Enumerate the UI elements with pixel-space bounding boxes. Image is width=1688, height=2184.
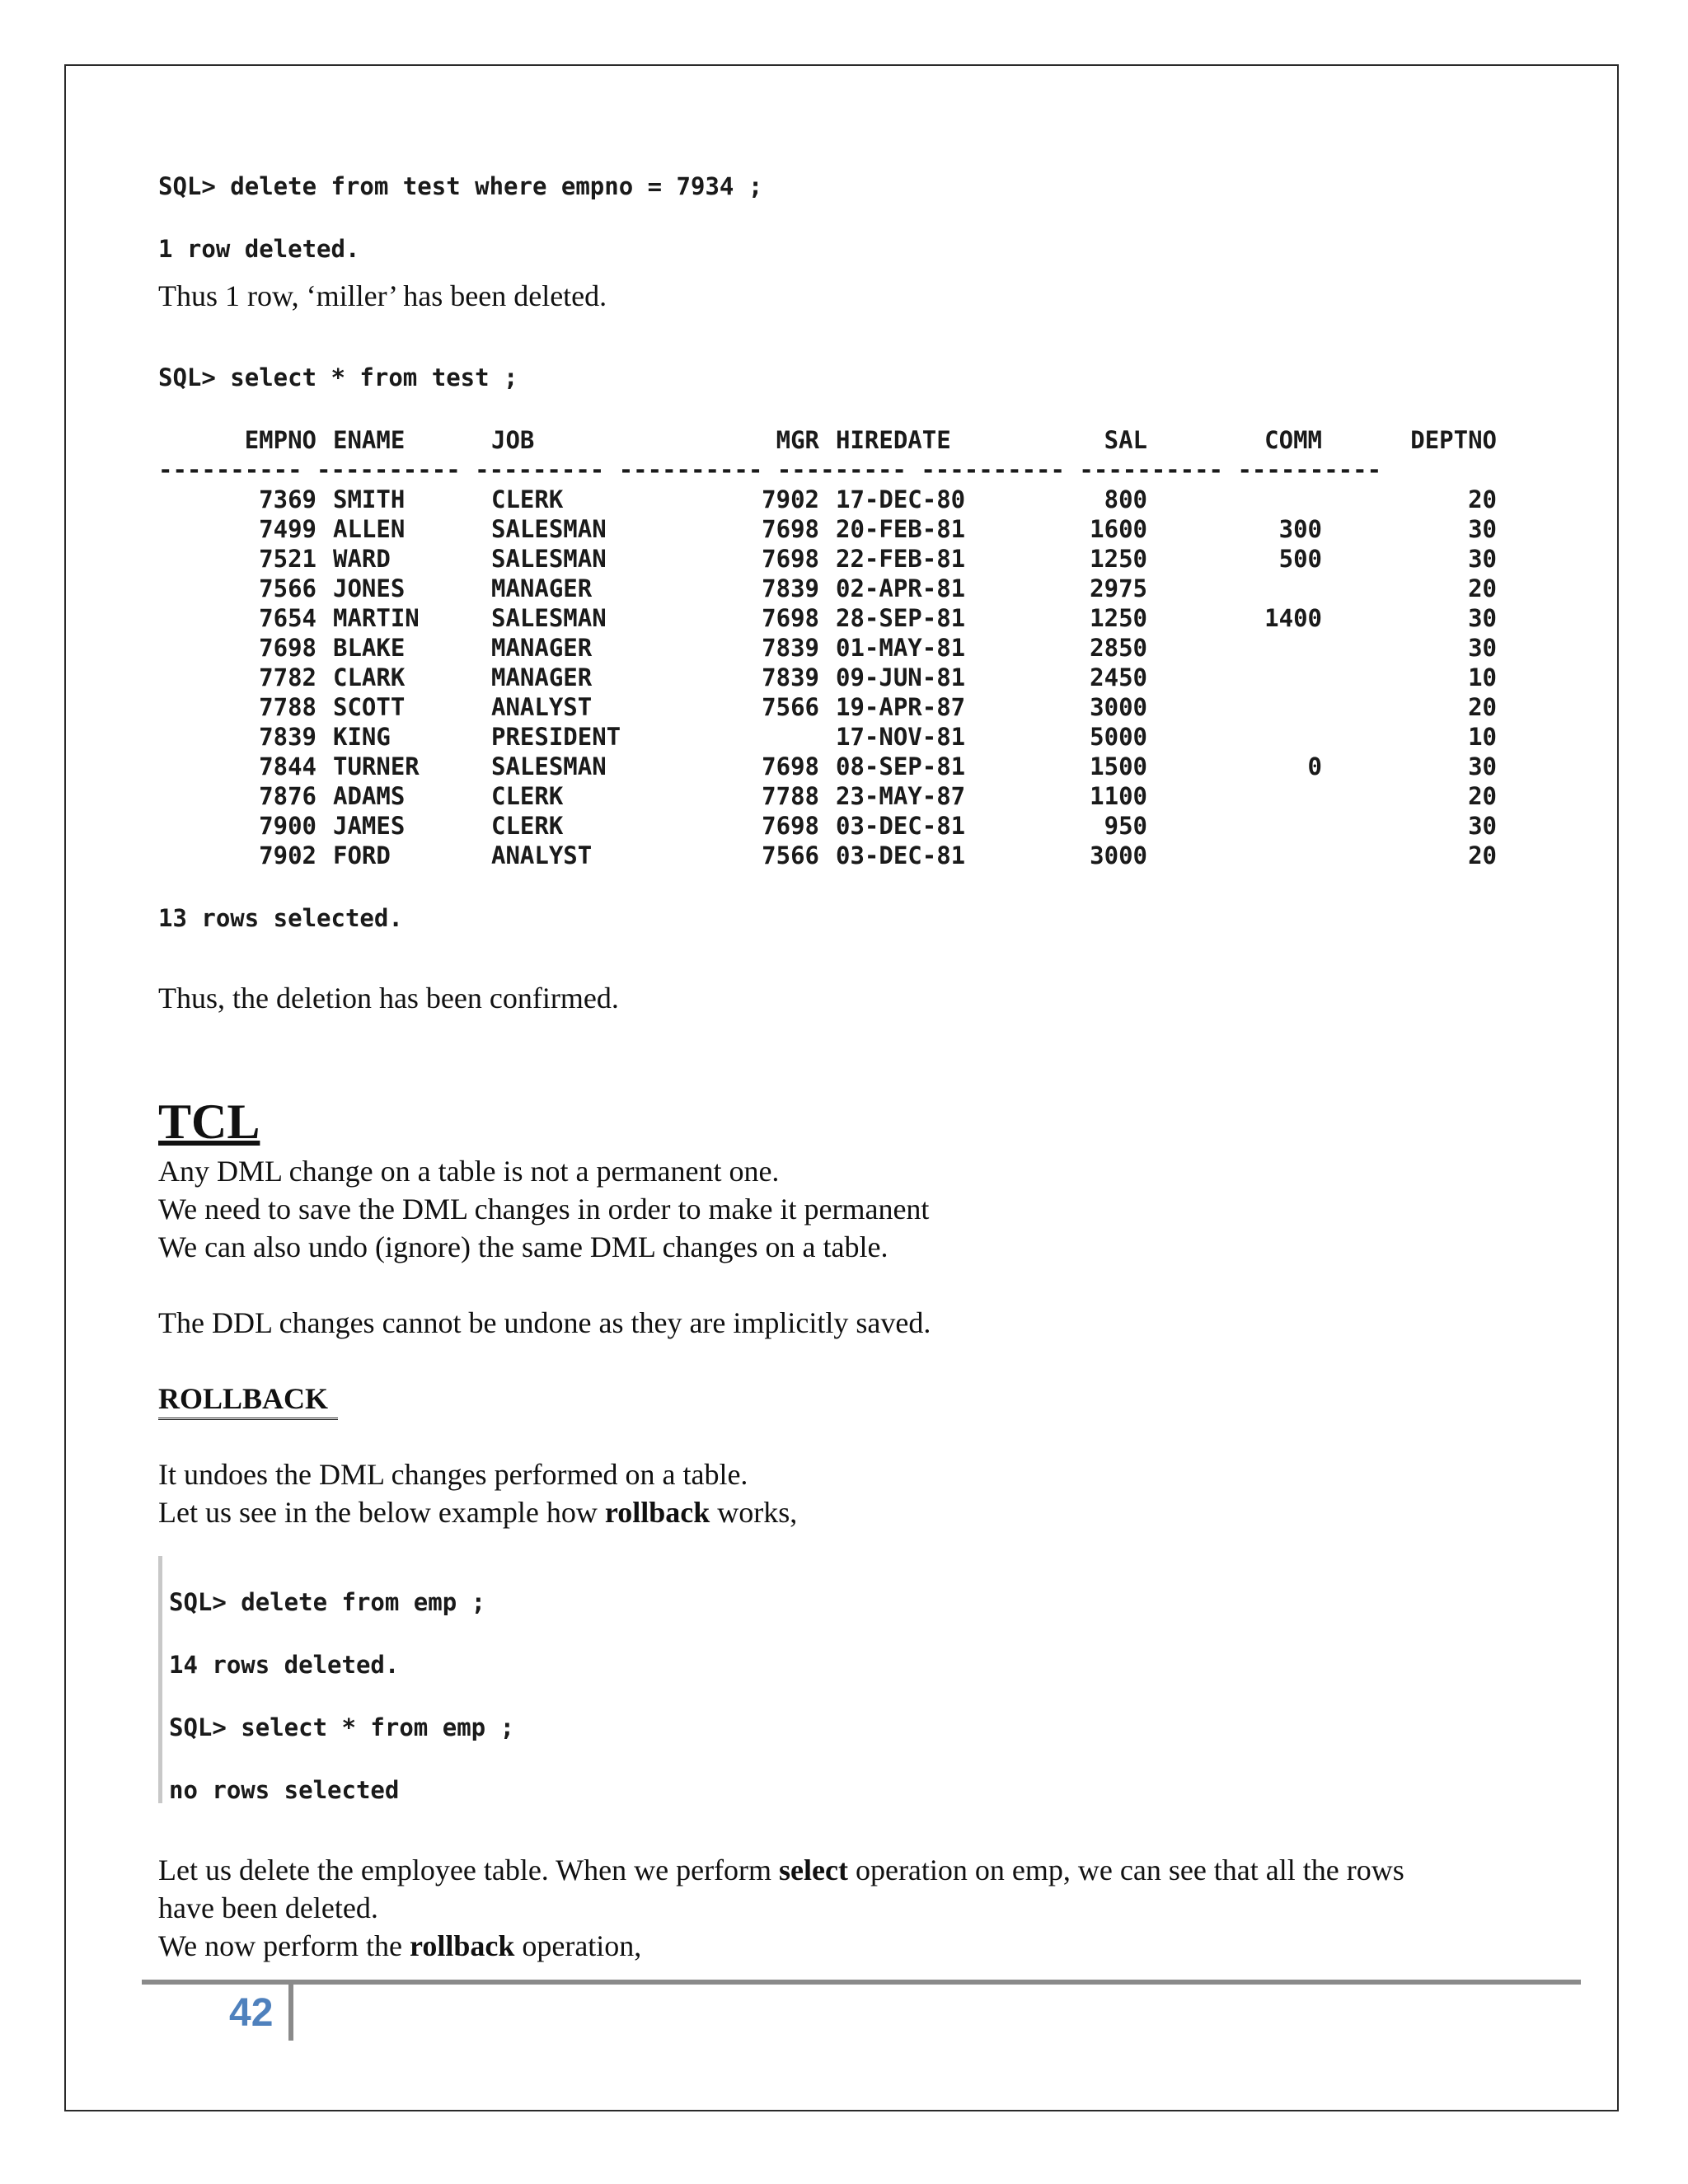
- rollback-example-intro: Let us see in the below example how rollback works,: [158, 1496, 798, 1529]
- table-row: [158, 603, 1497, 633]
- table-cell: TURNER: [333, 752, 420, 780]
- table-cell: 20-FEB-81: [836, 515, 966, 543]
- table-cell: 2975: [1090, 574, 1147, 602]
- table-cell: 7839: [762, 574, 819, 602]
- table-cell: 17-DEC-80: [836, 485, 966, 513]
- section-heading-rollback: ROLLBACK: [158, 1380, 338, 1420]
- table-row: [158, 841, 1497, 870]
- table-cell: 7566: [762, 693, 819, 721]
- table-cell: 3000: [1090, 693, 1147, 721]
- table-cell: 22-FEB-81: [836, 545, 966, 573]
- tcl-line: Any DML change on a table is not a permanent one.: [158, 1155, 780, 1188]
- table-cell: 950: [1104, 812, 1147, 840]
- paragraph-delete-employee-cont: have been deleted.: [158, 1891, 378, 1924]
- table-separator: ---------- ---------- --------- ---------- --------- ---------- ---------- ----------: [158, 456, 1382, 484]
- code-line: SQL> delete from emp ;: [169, 1588, 486, 1616]
- column-header: SAL: [1104, 426, 1147, 454]
- table-cell: 7698: [762, 545, 819, 573]
- tcl-line: We can also undo (ignore) the same DML changes on a table.: [158, 1230, 889, 1263]
- table-cell: 7698: [762, 752, 819, 780]
- column-header: MGR: [776, 426, 819, 454]
- table-cell: SALESMAN: [491, 604, 607, 632]
- code-line: 14 rows deleted.: [169, 1651, 400, 1679]
- table-cell: SMITH: [333, 485, 406, 513]
- table-cell: [1147, 692, 1322, 722]
- table-cell: 7566: [762, 841, 819, 869]
- table-cell: 09-JUN-81: [836, 663, 966, 691]
- paragraph-perform-rollback: We now perform the rollback operation,: [158, 1929, 642, 1962]
- section-heading-tcl: TCL: [158, 1094, 260, 1149]
- table-cell: 7788: [259, 693, 316, 721]
- table-cell: 30: [1468, 545, 1497, 573]
- table-cell: 7788: [762, 782, 819, 810]
- table-header-row: [158, 425, 1497, 455]
- table-cell: 7369: [259, 485, 316, 513]
- query-result-table: [158, 425, 1497, 870]
- table-cell: 20: [1468, 485, 1497, 513]
- table-cell: 1500: [1090, 752, 1147, 780]
- tcl-line: We need to save the DML changes in order to make it permanent: [158, 1193, 930, 1226]
- table-cell: 500: [1278, 545, 1322, 573]
- table-cell: SALESMAN: [491, 545, 607, 573]
- table-cell: 7902: [259, 841, 316, 869]
- table-cell: 08-SEP-81: [836, 752, 966, 780]
- table-cell: CLERK: [491, 782, 564, 810]
- table-cell: 7902: [762, 485, 819, 513]
- table-cell: [648, 722, 819, 752]
- ddl-note: The DDL changes cannot be undone as they are implicitly saved.: [158, 1306, 931, 1339]
- table-cell: 10: [1468, 723, 1497, 751]
- table-cell: [1147, 811, 1322, 841]
- table-cell: 23-MAY-87: [836, 782, 966, 810]
- column-header: DEPTNO: [1410, 426, 1497, 454]
- table-row: [158, 574, 1497, 603]
- table-cell: 03-DEC-81: [836, 841, 966, 869]
- table-cell: MANAGER: [491, 574, 593, 602]
- table-cell: ANALYST: [491, 841, 593, 869]
- table-cell: JAMES: [333, 812, 406, 840]
- table-cell: 2850: [1090, 634, 1147, 662]
- table-cell: SALESMAN: [491, 515, 607, 543]
- column-header: COMM: [1264, 426, 1322, 454]
- table-body: [158, 485, 1497, 870]
- table-cell: SALESMAN: [491, 752, 607, 780]
- table-cell: [1147, 633, 1322, 663]
- table-cell: 300: [1278, 515, 1322, 543]
- table-row: [158, 692, 1497, 722]
- table-cell: ANALYST: [491, 693, 593, 721]
- table-cell: 7698: [762, 812, 819, 840]
- table-cell: 20: [1468, 574, 1497, 602]
- table-cell: 2450: [1090, 663, 1147, 691]
- table-cell: 1400: [1264, 604, 1322, 632]
- table-cell: 30: [1468, 515, 1497, 543]
- table-cell: 20: [1468, 782, 1497, 810]
- table-cell: 7521: [259, 545, 316, 573]
- table-cell: [1147, 841, 1322, 870]
- table-cell: 1250: [1090, 604, 1147, 632]
- table-cell: MANAGER: [491, 634, 593, 662]
- table-row: [158, 544, 1497, 574]
- table-cell: [1147, 485, 1322, 514]
- table-row: [158, 752, 1497, 781]
- table-cell: 28-SEP-81: [836, 604, 966, 632]
- footer-rule: [142, 1980, 1581, 1985]
- rollback-code-block: [158, 1556, 735, 1803]
- table-cell: 7839: [762, 634, 819, 662]
- page-number: 42: [229, 1991, 274, 2035]
- table-cell: CLARK: [333, 663, 406, 691]
- table-cell: 01-MAY-81: [836, 634, 966, 662]
- table-cell: MARTIN: [333, 604, 420, 632]
- table-cell: 20: [1468, 841, 1497, 869]
- table-cell: 7566: [259, 574, 316, 602]
- table-cell: 800: [1104, 485, 1147, 513]
- column-header: EMPNO: [244, 426, 316, 454]
- table-cell: 17-NOV-81: [836, 723, 966, 751]
- table-cell: 7654: [259, 604, 316, 632]
- sql-delete-result: 1 row deleted.: [158, 235, 360, 263]
- rows-selected-footer: 13 rows selected.: [158, 904, 403, 932]
- sql-select-command: SQL> select * from test ;: [158, 363, 518, 391]
- table-cell: 7839: [259, 723, 316, 751]
- table-cell: 7698: [762, 515, 819, 543]
- table-cell: 3000: [1090, 841, 1147, 869]
- table-cell: 5000: [1090, 723, 1147, 751]
- paragraph-miller-deleted: Thus 1 row, ‘miller’ has been deleted.: [158, 279, 607, 312]
- table-cell: 7876: [259, 782, 316, 810]
- table-cell: 7499: [259, 515, 316, 543]
- table-cell: 0: [1307, 752, 1322, 780]
- table-cell: [1147, 781, 1322, 811]
- column-header: HIREDATE: [836, 426, 951, 454]
- table-cell: CLERK: [491, 485, 564, 513]
- table-row: [158, 722, 1497, 752]
- column-header: JOB: [491, 426, 535, 454]
- paragraph-delete-employee: Let us delete the employee table. When we perform select operation on emp, we can see that all the rows: [158, 1854, 1404, 1886]
- paragraph-deletion-confirmed: Thus, the deletion has been confirmed.: [158, 982, 619, 1015]
- table-cell: FORD: [333, 841, 391, 869]
- table-cell: [1147, 574, 1322, 603]
- table-cell: CLERK: [491, 812, 564, 840]
- table-cell: 7782: [259, 663, 316, 691]
- table-cell: ALLEN: [333, 515, 406, 543]
- table-row: [158, 633, 1497, 663]
- table-cell: 02-APR-81: [836, 574, 966, 602]
- table-cell: [1147, 663, 1322, 692]
- table-cell: JONES: [333, 574, 406, 602]
- table-cell: 30: [1468, 812, 1497, 840]
- table-cell: [1147, 722, 1322, 752]
- table-cell: SCOTT: [333, 693, 406, 721]
- table-cell: KING: [333, 723, 391, 751]
- rollback-description: It undoes the DML changes performed on a table.: [158, 1458, 748, 1491]
- table-row: [158, 485, 1497, 514]
- table-row: [158, 514, 1497, 544]
- table-row: [158, 811, 1497, 841]
- table-cell: 30: [1468, 604, 1497, 632]
- table-cell: 03-DEC-81: [836, 812, 966, 840]
- sql-delete-command: SQL> delete from test where empno = 7934 ;: [158, 172, 763, 200]
- table-cell: 7900: [259, 812, 316, 840]
- table-cell: PRESIDENT: [491, 723, 621, 751]
- table-cell: 20: [1468, 693, 1497, 721]
- table-cell: 1600: [1090, 515, 1147, 543]
- table-cell: 30: [1468, 752, 1497, 780]
- code-line: SQL> select * from emp ;: [169, 1713, 515, 1741]
- table-cell: 7698: [762, 604, 819, 632]
- table-cell: BLAKE: [333, 634, 406, 662]
- table-cell: ADAMS: [333, 782, 406, 810]
- table-cell: 7839: [762, 663, 819, 691]
- column-header: ENAME: [333, 426, 406, 454]
- table-row: [158, 781, 1497, 811]
- page-number-divider: [288, 1985, 293, 2041]
- table-cell: 7844: [259, 752, 316, 780]
- table-row: [158, 663, 1497, 692]
- table-cell: MANAGER: [491, 663, 593, 691]
- table-cell: WARD: [333, 545, 391, 573]
- table-cell: 7698: [259, 634, 316, 662]
- table-cell: 1250: [1090, 545, 1147, 573]
- table-cell: 30: [1468, 634, 1497, 662]
- table-separator-row: [158, 455, 1497, 485]
- code-line: no rows selected: [169, 1776, 400, 1804]
- table-cell: 10: [1468, 663, 1497, 691]
- table-cell: 19-APR-87: [836, 693, 966, 721]
- table-cell: 1100: [1090, 782, 1147, 810]
